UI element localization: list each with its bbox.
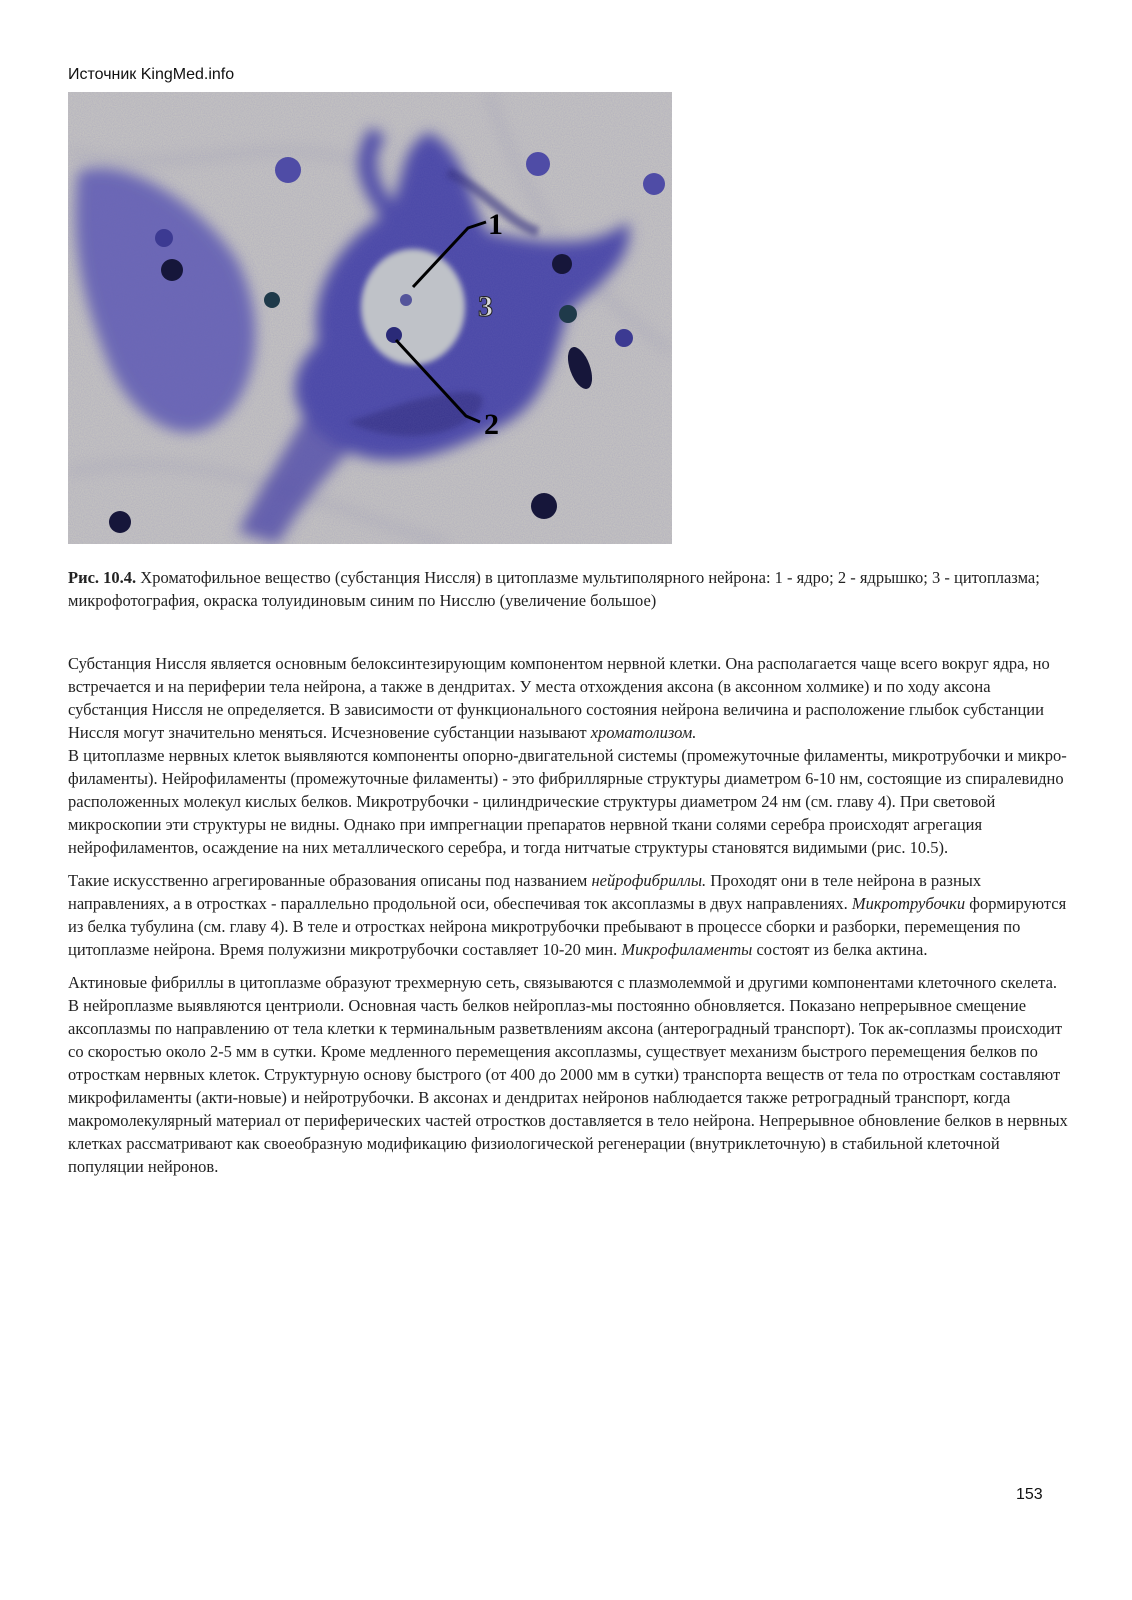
paragraph-2: В цитоплазме нервных клеток выявляются компоненты опорно-двигательной системы (промежуточные филаменты, микротрубочки и микро-филаменты). Нейрофиламенты (промежуточные филаменты) - это фибриллярные структуры диаметром 6-10 нм, состоящие из спиралевидно расположенных молекул кислых белков. Микротрубочки - цилиндрические структуры диаметром 24 нм (см. главу 4). При световой микроскопии эти структуры не видны. Однако при импрегнации препаратов нервной ткани солями серебра происходят агрегация нейрофиламентов, осаждение на них металлического серебра, и тогда нитчатые структуры становятся видимыми (рис. 10.5). [68,746,1067,857]
term-neurofibrils: нейрофибриллы. [591,871,707,890]
label-cytoplasm: 3 [478,290,493,323]
paragraph-3 [68,869,1068,961]
nucleus [361,249,465,365]
term-microtubules: Микротрубочки [851,894,966,913]
figure-caption [68,566,1058,612]
term-chromatolysis: хроматолизом. [590,723,697,742]
label-nucleolus: 2 [484,408,499,441]
neuron-micrograph [68,92,672,544]
page-number: 153 [1016,1486,1043,1503]
paragraph-3-text-4: состоят из белка актина. [752,940,928,959]
label-nucleus: 1 [488,208,503,241]
paragraph-1 [68,652,1068,744]
nucleolus [386,327,402,343]
term-microfilaments: Микрофиламенты [621,940,753,959]
source-header: Источник KingMed.info [68,66,235,83]
paragraph-3-text-1: Такие искусственно агрегированные образования описаны под названием [68,871,592,890]
paragraph-1-text: Субстанция Ниссля является основным белоксинтезирующим компонентом нервной клетки. Она располагается чаще всего вокруг ядра, но встречается и на периферии тела нейрона, а также в дендритах. У места отхождения аксона (в аксонном холмике) и по ходу аксона субстанция Ниссля не определяется. В зависимости от функционального состояния нейрона величина и расположение глыбок субстанции Ниссля могут значительно меняться. Исчезновение субстанции называют [68,654,1050,742]
micrograph-figure [68,92,672,544]
body-text [68,652,1068,1188]
caption-text: Хроматофильное вещество (субстанция Ниссля) в цитоплазме мультиполярного нейрона: 1 - ядро; 2 - ядрышко; 3 - цитоплазма; микрофотография, окраска толуидиновым синим по Нисслю (увеличение большое) [68,568,1040,610]
paragraph-4: Актиновые фибриллы в цитоплазме образуют трехмерную сеть, связываются с плазмолеммой и другими компонентами клеточного скелета. В нейроплазме выявляются центриоли. Основная часть белков нейроплаз-мы постоянно обновляется. Показано непрерывное смещение аксоплазмы по направлению от тела клетки к терминальным разветвлениям аксона (антероградный транспорт). Ток ак-соплазмы происходит со скоростью около 2-5 мм в сутки. Кроме медленного перемещения аксоплазмы, существует механизм быстрого перемещения белков по отросткам нервных клеток. Структурную основу быстрого (от 400 до 2000 мм в сутки) транспорта веществ от тела по отросткам составляют микрофиламенты (акти-новые) и нейротрубочки. В аксонах и дендритах нейронов наблюдается также ретроградный транспорт, когда макромолекулярный материал от периферических частей отростков доставляется в тело нейрона. Непрерывное обновление белков в нервных клетках рассматривают как своеобразную модификацию физиологической регенерации (внутриклеточную) в стабильной клеточной популяции нейронов. [68,973,1068,1176]
paragraph-3-text-3: формируются из белка тубулина (см. главу 4). В теле и отростках нейрона микротрубочки пребывают в процессе сборки и разборки, перемещения по цитоплазме нейрона. Время полужизни микротрубочки составляет 10-20 мин. [68,894,1067,959]
paragraph-3-text-2: Проходят они в теле нейрона в разных направлениях, а в отростках - параллельно продольной оси, обеспечивая ток аксоплазмы в двух направлениях. [68,871,982,913]
figure-number: Рис. 10.4. [68,568,137,587]
